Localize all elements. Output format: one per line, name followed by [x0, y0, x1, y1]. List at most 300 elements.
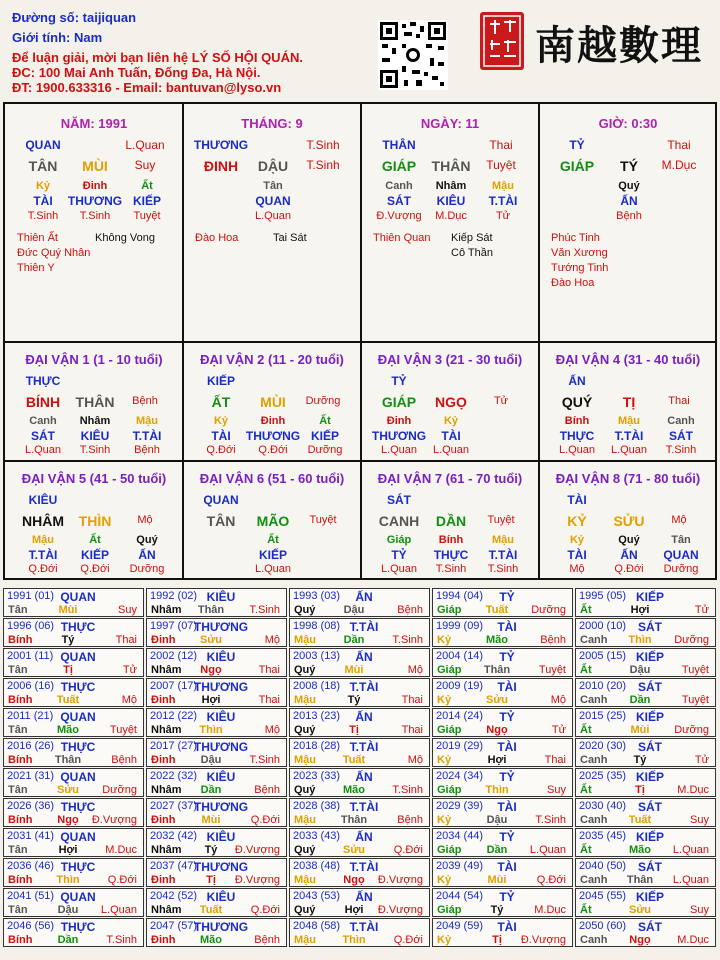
hidden-stem-phase: T.Sinh [665, 444, 697, 456]
year-stem: Nhâm [151, 604, 182, 616]
decade-luck-4 [539, 342, 717, 461]
year-stem: Nhâm [151, 844, 182, 856]
year-stem: Giáp [437, 784, 462, 796]
decade-star: ẤN [568, 374, 586, 388]
year-label: 2022 (32) [150, 770, 198, 782]
year-stem: Quý [294, 904, 316, 916]
decade-stem: NHÂM [22, 513, 64, 529]
year-phase: L.Quan [672, 874, 709, 886]
year-stem: Mậu [294, 934, 316, 946]
hidden-stem: Bính [438, 534, 464, 546]
year-cell [3, 648, 144, 677]
heavenly-stem: GIÁP [381, 158, 417, 174]
year-star: KIẾP [635, 830, 665, 844]
hidden-stem-star: THƯƠNG [67, 194, 123, 208]
hidden-stem: Đinh [260, 415, 286, 427]
year-phase: Đ.Vượng [377, 904, 423, 916]
year-phase: Bệnh [397, 604, 423, 616]
year-stem: Canh [580, 814, 608, 826]
decade-star: TỶ [391, 374, 407, 388]
year-label: 2010 (20) [579, 680, 627, 692]
year-stem: Ất [580, 844, 592, 856]
year-cell [289, 708, 430, 737]
hidden-stem: Tân [263, 180, 283, 192]
earthly-branch: DẬU [257, 158, 289, 174]
decade-luck-2 [183, 342, 361, 461]
year-label: 2029 (39) [436, 800, 484, 812]
year-stem: Nhâm [151, 724, 182, 736]
year-stem: Canh [580, 754, 608, 766]
year-stem: Giáp [437, 724, 462, 736]
year-label: 2032 (42) [150, 830, 198, 842]
year-label: 2039 (49) [436, 860, 484, 872]
year-star: SÁT [638, 680, 662, 694]
year-label: 2003 (13) [293, 650, 341, 662]
year-label: 1999 (09) [436, 620, 484, 632]
header [0, 0, 720, 100]
year-label: 2043 (53) [293, 890, 341, 902]
year-cell [432, 828, 573, 857]
decade-luck-6 [183, 461, 361, 580]
pillar-3 [361, 104, 539, 342]
hidden-stem-phase: L.Quan [24, 444, 62, 456]
year-stem: Kỷ [437, 874, 452, 886]
year-stem: Giáp [437, 904, 462, 916]
year-stem: Tân [8, 844, 28, 856]
spirit-star: Thiên Y [17, 262, 55, 274]
year-phase: M.Dục [534, 904, 566, 916]
year-branch: Thìn [199, 724, 223, 736]
year-cell [3, 588, 144, 617]
year-phase: Đ.Vượng [520, 934, 566, 946]
hidden-stem-phase: L.Quan [432, 444, 470, 456]
year-label: 2015 (25) [579, 710, 627, 722]
year-star: TỶ [499, 590, 515, 604]
hidden-stem: Nhâm [79, 415, 111, 427]
year-label: 2025 (35) [579, 770, 627, 782]
year-label: 1998 (08) [293, 620, 341, 632]
year-label: 2019 (29) [436, 740, 484, 752]
year-phase: Đ.Vượng [91, 814, 137, 826]
hidden-stem-phase: Dưỡng [663, 563, 699, 575]
hidden-stem-phase: Q.Đới [206, 444, 236, 456]
year-phase: Thai [258, 694, 280, 706]
year-branch: Mão [200, 934, 222, 946]
hidden-star: Thai [489, 138, 513, 152]
year-phase: Đ.Vượng [234, 844, 280, 856]
hidden-stem-star: THỰC [559, 429, 595, 443]
year-stem: Tân [8, 664, 28, 676]
decade-branch: THÌN [78, 513, 112, 529]
spirit-star: Tướng Tinh [551, 262, 609, 274]
year-label: 2030 (40) [579, 800, 627, 812]
year-branch: Dần [57, 934, 79, 946]
year-branch: Dậu [486, 814, 508, 826]
year-label: 2005 (15) [579, 650, 627, 662]
year-cell [3, 678, 144, 707]
decade-phase: Tuyệt [487, 514, 515, 526]
spirit-star: Tai Sát [273, 232, 307, 244]
year-star: TỶ [499, 890, 515, 904]
year-branch: Tý [490, 904, 504, 916]
hidden-stem-star: ẤN [620, 548, 638, 562]
year-phase: Tử [122, 664, 137, 676]
year-branch: Hợi [487, 754, 507, 766]
year-phase: Thai [544, 754, 566, 766]
year-star: QUAN [60, 830, 96, 844]
year-phase: Q.Đới [107, 874, 137, 886]
hidden-stem-star: SÁT [387, 194, 411, 208]
year-cell [3, 768, 144, 797]
spirit-star: Cô Thần [451, 247, 493, 259]
year-cell [432, 858, 573, 887]
year-star: ẤN [355, 710, 373, 724]
year-stem: Quý [294, 784, 316, 796]
year-label: 2013 (23) [293, 710, 341, 722]
year-stem: Tân [8, 604, 28, 616]
year-star: ẤN [355, 590, 373, 604]
year-phase: Mộ [407, 754, 423, 766]
year-phase: L.Quan [672, 844, 709, 856]
year-label: 2017 (27) [150, 740, 198, 752]
year-stem: Bính [8, 934, 33, 946]
year-branch: Dần [343, 634, 365, 646]
hidden-stem-phase: T.Sinh [79, 210, 111, 222]
year-label: 2044 (54) [436, 890, 484, 902]
year-star: THỰC [60, 680, 96, 694]
year-star: THƯƠNG [193, 800, 249, 814]
decade-luck-7 [361, 461, 539, 580]
hidden-stem-star: KIÊU [436, 194, 466, 208]
year-phase: Dưỡng [531, 604, 566, 616]
life-phase: Tuyệt [486, 158, 516, 172]
year-cell [146, 618, 287, 647]
year-star: TỶ [499, 710, 515, 724]
year-cell [432, 678, 573, 707]
spirit-star: Đào Hoa [551, 277, 595, 289]
year-label: 2037 (47) [150, 860, 198, 872]
year-label: 1993 (03) [293, 590, 341, 602]
year-stem: Quý [294, 664, 316, 676]
year-phase: T.Sinh [535, 814, 566, 826]
year-star: THƯƠNG [193, 680, 249, 694]
year-phase: Suy [118, 604, 137, 616]
hidden-stem: Tân [671, 534, 691, 546]
year-cell [289, 798, 430, 827]
hidden-stem: Đinh [82, 180, 108, 192]
year-phase: Dưỡng [674, 634, 709, 646]
year-star: ẤN [355, 830, 373, 844]
year-branch: Tị [63, 664, 73, 676]
year-cell [146, 918, 287, 947]
year-stem: Mậu [294, 634, 316, 646]
spirit-star: Kiếp Sát [451, 232, 493, 244]
year-phase: Bệnh [254, 934, 280, 946]
decade-branch: THÂN [75, 394, 115, 410]
year-branch: Thân [626, 874, 654, 886]
hidden-stem: Mậu [492, 180, 514, 192]
year-star: TÀI [497, 620, 517, 634]
year-star: T.TÀI [349, 620, 379, 634]
year-branch: Thân [483, 664, 511, 676]
year-phase: Thai [401, 724, 423, 736]
hidden-stem: Canh [667, 415, 695, 427]
year-phase: T.Sinh [249, 604, 280, 616]
stem-star: TỶ [569, 138, 585, 152]
year-branch: Ngọ [629, 934, 651, 946]
year-label: 2026 (36) [7, 800, 55, 812]
year-star: T.TÀI [349, 680, 379, 694]
year-star: QUAN [60, 890, 96, 904]
year-branch: Mão [486, 634, 508, 646]
year-cell [146, 708, 287, 737]
hidden-stem: Mậu [492, 534, 514, 546]
hidden-stem-phase: T.Sinh [435, 563, 467, 575]
decade-branch: MÙI [260, 394, 286, 410]
year-label: 1996 (06) [7, 620, 55, 632]
decade-luck-1 [5, 342, 183, 461]
year-label: 2009 (19) [436, 680, 484, 692]
year-stem: Giáp [437, 844, 462, 856]
brand-logo: 南越數理 [535, 22, 703, 69]
year-branch: Mùi [630, 724, 650, 736]
year-branch: Thìn [342, 934, 366, 946]
year-branch: Ngọ [57, 814, 79, 826]
year-label: 2038 (48) [293, 860, 341, 872]
year-cell [146, 768, 287, 797]
spirit-star: Phúc Tinh [551, 232, 600, 244]
year-stem: Tân [8, 904, 28, 916]
account-name: Đường số: taijiquan [12, 10, 137, 25]
year-label: 2012 (22) [150, 710, 198, 722]
year-star: T.TÀI [349, 860, 379, 874]
year-stem: Ất [580, 664, 592, 676]
decade-title: ĐẠI VẬN 6 (51 - 60 tuổi) [199, 471, 345, 486]
decade-star: KIÊU [28, 493, 58, 507]
heavenly-stem: ĐINH [203, 158, 239, 174]
year-branch: Sửu [199, 634, 223, 646]
year-branch: Dậu [57, 904, 79, 916]
year-cell [432, 618, 573, 647]
year-cell [575, 858, 716, 887]
hidden-stem: Bính [564, 415, 590, 427]
year-branch: Thân [54, 754, 82, 766]
year-label: 2004 (14) [436, 650, 484, 662]
hidden-stem-phase: Q.Đới [614, 563, 644, 575]
year-branch: Mão [343, 784, 365, 796]
year-branch: Tuất [342, 754, 366, 766]
year-phase: T.Sinh [392, 634, 423, 646]
year-phase: Mộ [550, 694, 566, 706]
year-label: 2020 (30) [579, 740, 627, 752]
year-stem: Bính [8, 634, 33, 646]
life-phase: Suy [134, 158, 156, 172]
year-star: THỰC [60, 920, 96, 934]
year-star: SÁT [638, 860, 662, 874]
decade-stem: ẤT [211, 394, 231, 410]
year-branch: Tý [633, 754, 647, 766]
hidden-stem-star: QUAN [255, 194, 291, 208]
year-label: 2027 (37) [150, 800, 198, 812]
year-phase: Q.Đới [250, 814, 280, 826]
year-branch: Tý [204, 844, 218, 856]
hidden-stem-star: THƯƠNG [245, 429, 301, 443]
year-label: 1997 (07) [150, 620, 198, 632]
hidden-stem-star: T.TÀI [28, 548, 58, 562]
year-stem: Kỷ [437, 814, 452, 826]
hidden-stem: Quý [136, 534, 158, 546]
decade-title: ĐẠI VẬN 8 (71 - 80 tuổi) [555, 471, 701, 486]
year-stem: Đinh [151, 694, 176, 706]
year-cell [289, 678, 430, 707]
hidden-stem-phase: Q.Đới [28, 563, 58, 575]
year-stem: Bính [8, 754, 33, 766]
decade-stem: BÍNH [25, 394, 61, 410]
decade-branch: SỬU [613, 513, 645, 529]
hidden-stem-star: THƯƠNG [371, 429, 427, 443]
hidden-stem-star: TÀI [33, 194, 53, 208]
year-branch: Mão [629, 844, 651, 856]
pillar-title: NGÀY: 11 [420, 116, 480, 131]
year-star: KIẾP [635, 710, 665, 724]
hidden-stem-star: KIẾP [80, 548, 110, 562]
earthly-branch: TÝ [620, 158, 638, 174]
year-label: 2042 (52) [150, 890, 198, 902]
year-stem: Nhâm [151, 664, 182, 676]
year-label: 2040 (50) [579, 860, 627, 872]
year-cell [432, 708, 573, 737]
year-stem: Tân [8, 784, 28, 796]
year-branch: Sửu [56, 784, 80, 796]
year-label: 2041 (51) [7, 890, 55, 902]
hidden-stem-phase: Tuyệt [133, 210, 161, 222]
hidden-stem-phase: Dưỡng [307, 444, 343, 456]
pillar-title: THÁNG: 9 [241, 116, 303, 131]
year-phase: Dưỡng [674, 724, 709, 736]
year-phase: Q.Đới [393, 844, 423, 856]
year-branch: Tuất [56, 694, 80, 706]
year-label: 2014 (24) [436, 710, 484, 722]
spirit-star: Không Vong [95, 232, 155, 244]
year-cell [289, 738, 430, 767]
year-star: QUAN [60, 650, 96, 664]
hidden-stem-phase: L.Quan [254, 210, 292, 222]
year-branch: Dần [486, 844, 508, 856]
year-phase: Tử [694, 754, 709, 766]
year-phase: T.Sinh [106, 934, 137, 946]
year-star: QUAN [60, 710, 96, 724]
hidden-star: T.Sinh [306, 138, 340, 152]
decade-title: ĐẠI VẬN 5 (41 - 50 tuổi) [21, 471, 167, 486]
year-stem: Mậu [294, 874, 316, 886]
year-branch: Sửu [628, 904, 652, 916]
gender: Giới tính: Nam [12, 30, 103, 45]
year-label: 2018 (28) [293, 740, 341, 752]
year-star: KIÊU [206, 770, 236, 784]
decade-stem: QUÝ [561, 394, 593, 410]
hidden-stem-star: T.TÀI [488, 194, 518, 208]
year-stem: Nhâm [151, 904, 182, 916]
year-branch: Mùi [201, 814, 221, 826]
year-phase: Suy [547, 784, 566, 796]
seal-icon [478, 10, 526, 72]
year-phase: Dưỡng [102, 784, 137, 796]
year-star: TÀI [497, 740, 517, 754]
year-cell [146, 828, 287, 857]
spirit-star: Đức Quý Nhân [17, 247, 91, 259]
decade-phase: Mộ [137, 514, 153, 526]
year-cell [289, 918, 430, 947]
year-branch: Tị [349, 724, 359, 736]
decade-phase: Dưỡng [305, 395, 341, 407]
year-phase: Q.Đới [250, 904, 280, 916]
year-branch: Dần [200, 784, 222, 796]
decade-star: TÀI [567, 493, 587, 507]
year-cell [3, 918, 144, 947]
year-cell [146, 648, 287, 677]
year-label: 2049 (59) [436, 920, 484, 932]
year-branch: Dậu [343, 604, 365, 616]
year-cell [432, 768, 573, 797]
year-label: 2002 (12) [150, 650, 198, 662]
year-branch: Tý [347, 694, 361, 706]
year-branch: Sửu [342, 844, 366, 856]
year-star: KIÊU [206, 710, 236, 724]
hidden-stem-phase: T.Sinh [487, 563, 519, 575]
year-star: THƯƠNG [193, 860, 249, 874]
year-cell [3, 858, 144, 887]
year-stem: Giáp [437, 604, 462, 616]
year-phase: Đ.Vượng [234, 874, 280, 886]
year-star: T.TÀI [349, 920, 379, 934]
hidden-stem-star: ẤN [620, 194, 638, 208]
phone-email: ĐT: 1900.633316 - Email: bantuvan@lyso.vn [12, 80, 282, 95]
hidden-stem-phase: Bệnh [134, 444, 160, 456]
year-phase: Tuyệt [681, 694, 709, 706]
year-label: 2000 (10) [579, 620, 627, 632]
hidden-stem-star: KIẾP [132, 194, 162, 208]
year-phase: Mộ [121, 694, 137, 706]
year-cell [289, 588, 430, 617]
earthly-branch: MÙI [82, 158, 108, 174]
year-stem: Nhâm [151, 784, 182, 796]
year-branch: Thìn [485, 784, 509, 796]
year-cell [146, 588, 287, 617]
year-label: 2023 (33) [293, 770, 341, 782]
decade-title: ĐẠI VẬN 3 (21 - 30 tuổi) [377, 352, 523, 367]
year-phase: Tuyệt [681, 664, 709, 676]
year-cell [3, 828, 144, 857]
year-cell [289, 828, 430, 857]
pillar-title: GIỜ: 0:30 [598, 116, 658, 131]
hidden-star: Thai [667, 138, 691, 152]
decade-luck-3 [361, 342, 539, 461]
hidden-stem: Kỷ [443, 415, 459, 427]
decade-star: QUAN [203, 493, 239, 507]
year-star: TÀI [497, 800, 517, 814]
year-cell [146, 738, 287, 767]
year-label: 2016 (26) [7, 740, 55, 752]
year-label: 2048 (58) [293, 920, 341, 932]
hidden-stem-star: ẤN [138, 548, 156, 562]
hidden-stem: Ất [319, 415, 331, 427]
year-stem: Quý [294, 844, 316, 856]
hidden-stem-star: SÁT [669, 429, 693, 443]
year-phase: L.Quan [529, 844, 566, 856]
decade-phase: Thai [668, 395, 690, 407]
year-phase: M.Dục [105, 844, 137, 856]
hidden-stem-star: KIẾP [310, 429, 340, 443]
